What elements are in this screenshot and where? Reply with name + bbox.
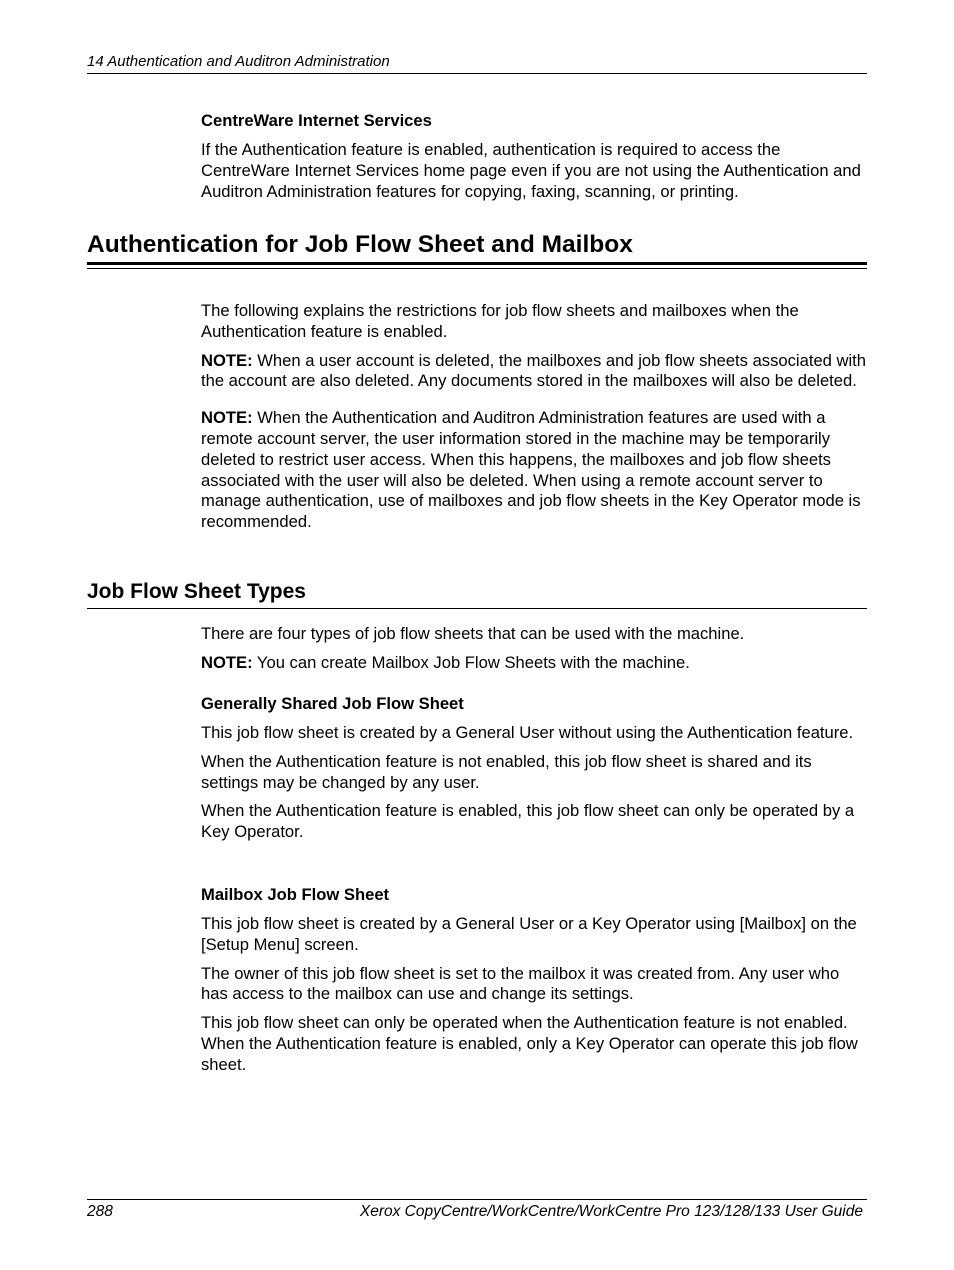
page-number: 288 — [87, 1203, 113, 1220]
cwis-heading: CentreWare Internet Services — [201, 111, 432, 130]
mailbox-sheet-p1: This job flow sheet is created by a General User or a Key Operator using [Mailbox] on the [Setup Menu] screen. — [201, 914, 857, 954]
note-text: You can create Mailbox Job Flow Sheets with the machine. — [252, 652, 690, 672]
cwis-paragraph: If the Authentication feature is enabled, authentication is required to access the CentreWare Internet Services home page even if you are not using the Authentication and Auditron Administration features for copying, faxing, scanning, or printing. — [201, 140, 861, 201]
generally-shared-p2: When the Authentication feature is not enabled, this job flow sheet is shared and its settings may be changed by any user. — [201, 751, 812, 792]
generally-shared-heading: Generally Shared Job Flow Sheet — [201, 694, 464, 713]
note-text: When the Authentication and Auditron Administration features are used with a remote account server, the user information stored in the machine may be temporarily deleted to restrict user access. When this happens, the mailboxes and job flow sheets associated with the user will also be deleted. When using a remote account server to manage authentication, use of mailboxes and job flow sheets in the Key Operator mode is recommended. — [201, 408, 861, 532]
note-text: When a user account is deleted, the mailboxes and job flow sheets associated with the account are also deleted. Any documents stored in the mailboxes will also be deleted. — [201, 350, 867, 391]
generally-shared-p1: This job flow sheet is created by a General User without using the Authentication feature. — [201, 723, 854, 742]
cwis-section — [201, 140, 867, 202]
intro-paragraph: The following explains the restrictions for job flow sheets and mailboxes when the Authentication feature is enabled. — [201, 301, 799, 341]
running-footer — [87, 1199, 867, 1221]
note-paragraph-2 — [201, 408, 867, 533]
generally-shared-p3: When the Authentication feature is enabled, this job flow sheet can only be operated by a Key Operator. — [201, 801, 855, 842]
types-section — [201, 624, 867, 674]
mailbox-sheet-heading: Mailbox Job Flow Sheet — [201, 885, 390, 904]
types-note — [201, 653, 867, 674]
note-paragraph-1 — [201, 351, 867, 393]
note-label: NOTE: — [201, 350, 253, 370]
types-paragraph: There are four types of job flow sheets that can be used with the machine. — [201, 624, 745, 643]
mailbox-sheet-section — [201, 914, 867, 1076]
intro-section — [201, 301, 867, 533]
mailbox-sheet-p2: The owner of this job flow sheet is set to the mailbox it was created from. Any user who has access to the mailbox can use and change its settings. — [201, 963, 840, 1004]
heading-rule — [87, 268, 867, 269]
note-label: NOTE: — [201, 652, 253, 672]
guide-title: Xerox CopyCentre/WorkCentre/WorkCentre Pro 123/128/133 User Guide — [359, 1203, 863, 1220]
note-label: NOTE: — [201, 408, 253, 428]
running-header: 14 Authentication and Auditron Administration — [87, 53, 867, 74]
types-heading: Job Flow Sheet Types — [87, 579, 867, 609]
main-heading: Authentication for Job Flow Sheet and Mailbox — [87, 230, 867, 265]
generally-shared-section — [201, 723, 867, 843]
mailbox-sheet-p3: This job flow sheet can only be operated when the Authentication feature is not enabled. When the Authentication feature is enabled, only a Key Operator can operate this job flow sheet. — [201, 1013, 858, 1074]
